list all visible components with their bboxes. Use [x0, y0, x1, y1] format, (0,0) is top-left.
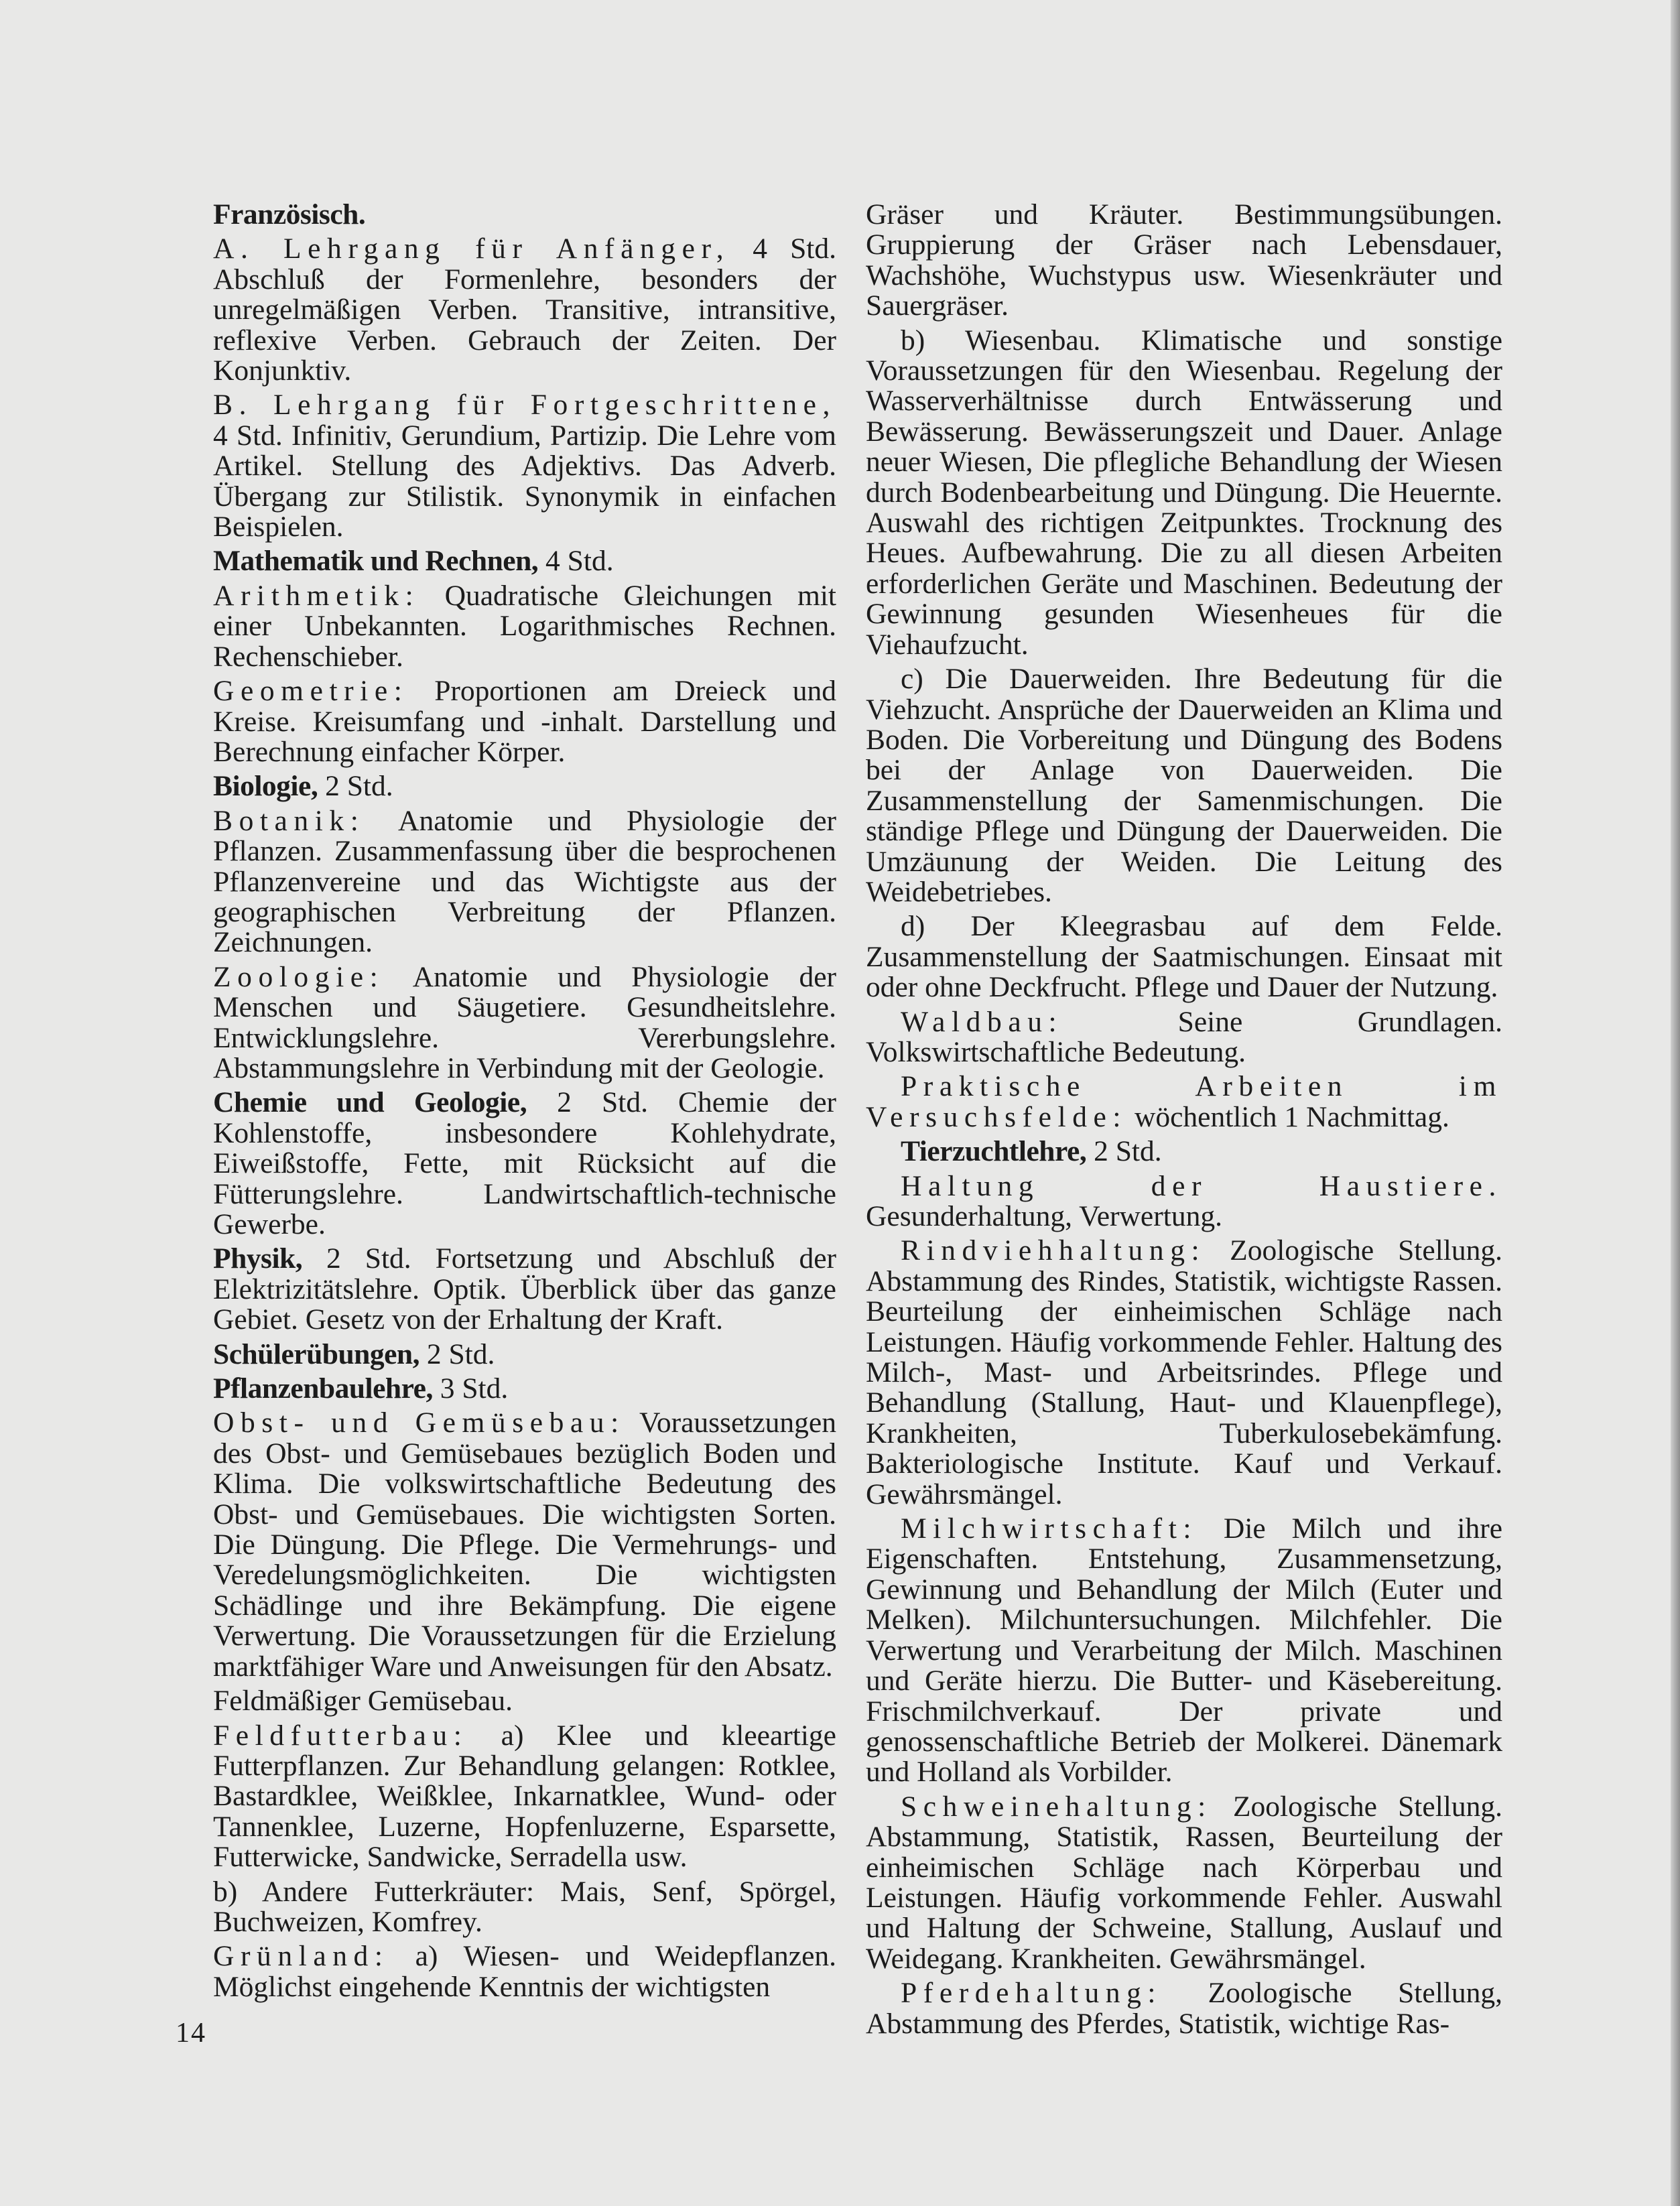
- paragraph: [866, 1792, 1502, 1974]
- paragraph-text: Zoologische Stellung. Abstammung des Rindes, Statistik, wichtigste Rassen. Beurteilung der einheimischen Schläge nach Leistungen. Häufig vorkommende Fehler. Haltung des Milch-, Mast- und Arbeitsrindes. Pflege und Behandlung (Stallung, Haut- und Klauenpflege), Krankheiten, Tuberkulosebekämfung. Bakteriologische Institute. Kauf und Verkauf. Gewährsmängel.: [866, 1234, 1502, 1510]
- paragraph: [866, 911, 1502, 1002]
- spaced-label: Grünland:: [213, 1940, 389, 1973]
- section-heading: [213, 546, 836, 576]
- section-body: 4 Std.: [538, 545, 614, 578]
- section-paragraph: [213, 1244, 836, 1335]
- section-title: Schülerübungen,: [213, 1338, 419, 1370]
- section-title: Tierzuchtlehre,: [901, 1135, 1087, 1168]
- paragraph: [866, 1007, 1502, 1068]
- paragraph-text: b) Andere Futterkräuter: Mais, Senf, Spörgel, Buchweizen, Komfrey.: [213, 1875, 836, 1938]
- spaced-label: B. Lehrgang für Fortgeschrittene,: [213, 389, 836, 421]
- paragraph: [213, 1721, 836, 1873]
- paragraph-text: Seine Grundlagen. Volkswirtschaftliche Bedeutung.: [866, 1005, 1502, 1068]
- section-heading: [213, 1374, 836, 1404]
- paragraph: [213, 390, 836, 542]
- page-number: 14: [176, 2018, 206, 2049]
- section-title: Mathematik und Rechnen,: [213, 545, 539, 578]
- paragraph-text: Gräser und Kräuter. Bestimmungsübungen. Gruppierung der Gräser nach Lebensdauer, Wachshöhe, Wuchstypus usw. Wiesenkräuter und Sauergräser.: [866, 198, 1502, 322]
- paragraph: [213, 806, 836, 958]
- paragraph-text: wöchentlich 1 Nachmittag.: [1127, 1100, 1449, 1133]
- paragraph: [866, 1171, 1502, 1232]
- paragraph: [866, 1072, 1502, 1132]
- spaced-label: A. Lehrgang für Anfänger,: [213, 233, 730, 265]
- paragraph-text: Gesunderhaltung, Verwertung.: [866, 1200, 1222, 1232]
- spaced-label: Waldbau:: [901, 1005, 1063, 1038]
- paragraph-text: Voraussetzungen des Obst- und Gemüsebaues bezüglich Boden und Klima. Die volkswirtschaftliche Bedeutung des Obst- und Gemüsebaues. Die wichtigsten Sorten. Die Düngung. Die Pflege. Die Vermehrungs- und Veredelungsmöglichkeiten. Die wichtigsten Schädlinge und ihre Bekämpfung. Die eigene Verwertung. Die Voraussetzungen für die Erzielung marktfähiger Ware und Anweisungen für den Absatz.: [213, 1407, 836, 1683]
- paragraph: [213, 962, 836, 1084]
- section-body: 2 Std.: [419, 1338, 495, 1370]
- page-edge-shadow: [1671, 0, 1680, 2206]
- paragraph-text: d) Der Kleegrasbau auf dem Felde. Zusammenstellung der Saatmischungen. Einsaat mit oder ohne Deckfrucht. Pflege und Dauer der Nutzung.: [866, 910, 1502, 1004]
- section-body: 3 Std.: [432, 1372, 509, 1405]
- spaced-label: Schweinehaltung:: [901, 1790, 1212, 1823]
- paragraph-text: a) Klee und kleeartige Futterpflanzen. Zur Behandlung gelangen: Rotklee, Bastardklee, Weißklee, Inkarnatklee, Wund- oder Tannenklee, Luzerne, Hopfenluzerne, Esparsette, Futterwicke, Sandwicke, Serradella usw.: [213, 1719, 836, 1874]
- spaced-label: Geometrie:: [213, 675, 409, 708]
- section-title: Biologie,: [213, 770, 318, 803]
- spaced-label: Pferdehaltung:: [901, 1977, 1163, 2010]
- section-heading: [213, 1340, 836, 1370]
- paragraph: [866, 664, 1502, 907]
- section-title: Physik,: [213, 1242, 303, 1275]
- paragraph: [866, 1978, 1502, 2039]
- section-heading: [866, 1137, 1502, 1167]
- paragraph-text: Anatomie und Physiologie der Pflanzen. Zusammenfassung über die besprochenen Pflanzenvereine und das Wichtigste aus der geographischen Verbreitung der Pflanzen. Zeichnungen.: [213, 804, 836, 959]
- spaced-label: Feldfutterbau:: [213, 1719, 468, 1752]
- left-column: [213, 200, 836, 2002]
- paragraph: [213, 1408, 836, 1682]
- paragraph: [866, 1514, 1502, 1788]
- paragraph-text: Die Milch und ihre Eigenschaften. Entstehung, Zusammensetzung, Gewinnung und Behandlung der Milch (Euter und Melken). Milchuntersuchungen. Milchfehler. Die Verwertung und Verarbeitung der Milch. Maschinen und Geräte hierzu. Die Butter- und Käsebereitung. Frischmilchverkauf. Der private und genossenschaftliche Betrieb der Molkerei. Dänemark und Holland als Vorbilder.: [866, 1512, 1502, 1789]
- paragraph-text: Zoologische Stellung. Abstammung, Statistik, Rassen, Beurteilung der einheimischen Schläge nach Körperbau und Leistungen. Häufig vorkommende Fehler. Auswahl und Haltung der Schweine, Stallung, Auslauf und Weidegang. Krankheiten. Gewährsmängel.: [866, 1790, 1502, 1975]
- section-body: 2 Std.: [318, 770, 393, 803]
- paragraph: [213, 581, 836, 672]
- section-body: 2 Std. Chemie der Kohlenstoffe, insbesondere Kohlehydrate, Eiweißstoffe, Fette, mit Rücksicht auf die Fütterungslehre. Landwirtschaftlich-technische Gewerbe.: [213, 1086, 836, 1240]
- section-body: 2 Std.: [1086, 1135, 1162, 1168]
- paragraph-text: Anatomie und Physiologie der Menschen und Säugetiere. Gesundheitslehre. Entwicklungslehre. Vererbungslehre. Abstammungslehre in Verbindung mit der Geologie.: [213, 960, 836, 1084]
- paragraph-text: Proportionen am Dreieck und Kreise. Kreisumfang und -inhalt. Darstellung und Berechnung einfacher Körper.: [213, 675, 836, 768]
- spaced-label: Arithmetik:: [213, 579, 420, 612]
- paragraph: [866, 1236, 1502, 1510]
- paragraph-text: c) Die Dauerweiden. Ihre Bedeutung für die Viehzucht. Ansprüche der Dauerweiden an Klima und Boden. Die Vorbereitung und Düngung des Bodens bei der Anlage von Dauerweiden. Die Zusammenstellung der Samenmischungen. Die ständige Pflege und Düngung der Dauerweiden. Die Umzäunung der Weiden. Die Leitung des Weidebetriebes.: [866, 663, 1502, 908]
- right-column: [866, 200, 1502, 2039]
- paragraph: [213, 1941, 836, 2002]
- paragraph: [213, 1877, 836, 1938]
- section-heading: [213, 771, 836, 801]
- paragraph-text: 4 Std. Infinitiv, Gerundium, Partizip. Die Lehre vom Artikel. Stellung des Adjektivs. Das Adverb. Übergang zur Stilistik. Synonymik in einfachen Beispielen.: [213, 419, 836, 543]
- continued-paragraph: [866, 200, 1502, 322]
- paragraph-text: Feldmäßiger Gemüsebau.: [213, 1685, 513, 1717]
- paragraph: [213, 1686, 836, 1716]
- spaced-label: Zoologie:: [213, 960, 385, 993]
- section-body: 2 Std. Fortsetzung und Abschluß der Elektrizitätslehre. Optik. Überblick über das ganze Gebiet. Gesetz von der Erhaltung der Kraft.: [213, 1242, 836, 1336]
- paragraph: [213, 234, 836, 386]
- spaced-label: Obst- und Gemüsebau:: [213, 1407, 625, 1439]
- spaced-label: Praktische Arbeiten im Versuchsfelde:: [866, 1070, 1502, 1133]
- spaced-label: Haltung der Haustiere.: [901, 1169, 1502, 1202]
- section-title: Chemie und Geologie,: [213, 1086, 527, 1119]
- spaced-label: Milchwirtschaft:: [901, 1512, 1198, 1545]
- paragraph-text: Zoologische Stellung, Abstammung des Pferdes, Statistik, wichtige Ras-: [866, 1977, 1502, 2040]
- paragraph-text: b) Wiesenbau. Klimatische und sonstige Voraussetzungen für den Wiesenbau. Regelung der Wasserverhältnisse durch Entwässerung und Bewässerung. Bewässerungszeit und Dauer. Anlage neuer Wiesen, Die pflegliche Behandlung der Wiesen durch Bodenbearbeitung und Düngung. Die Heuernte. Auswahl des richtigen Zeitpunktes. Trocknung des Heues. Aufbewahrung. Die zu all diesen Arbeiten erforderlichen Geräte und Maschinen. Bedeutung der Gewinnung gesunden Wiesenheues für die Viehaufzucht.: [866, 324, 1502, 661]
- paragraph-text: 4 Std. Abschluß der Formenlehre, besonders der unregelmäßigen Verben. Transitive, intransitive, reflexive Verben. Gebrauch der Zeiten. Der Konjunktiv.: [213, 233, 837, 387]
- section-paragraph: [213, 1088, 836, 1240]
- section-title: Pflanzenbaulehre,: [213, 1372, 433, 1405]
- paragraph: [866, 326, 1502, 660]
- paragraph-text: a) Wiesen- und Weidepflanzen. Möglichst eingehende Kenntnis der wichtigsten: [213, 1940, 836, 2003]
- section-heading: [213, 200, 836, 230]
- section-title: Französisch.: [213, 198, 366, 231]
- spaced-label: Rindviehhaltung:: [901, 1234, 1206, 1267]
- paragraph: [213, 676, 836, 767]
- spaced-label: Botanik:: [213, 804, 365, 837]
- paragraph-text: Quadratische Gleichungen mit einer Unbekannten. Logarithmisches Rechnen. Rechenschieber.: [213, 579, 836, 673]
